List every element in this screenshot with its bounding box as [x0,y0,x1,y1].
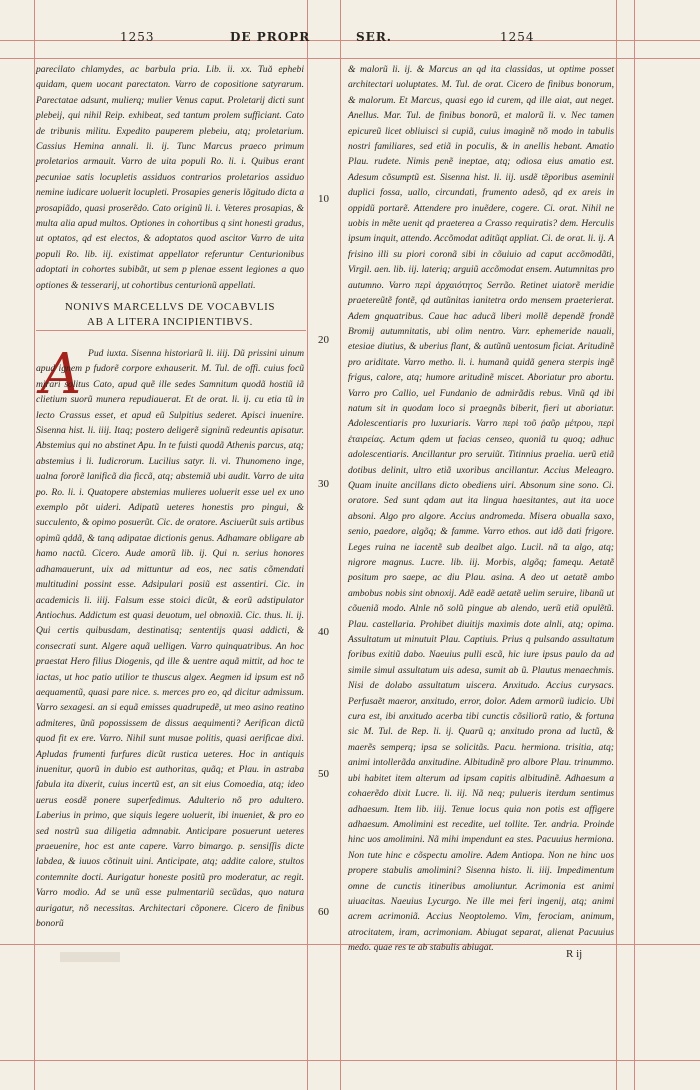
right-page-number: 1254 [500,30,535,44]
outer-rule-right [634,0,635,1090]
decorated-initial: A [40,342,82,407]
line-number-40: 40 [318,626,329,638]
column-rule-left [307,0,308,1090]
text-top-rule [0,58,700,59]
left-bottom-paragraph: Pud iuxta. Sisenna historiarũ li. iiij. Dũ prissini uinum apud ignem p fudorẽ corpore exhauserit. M. Tul. de offi. cuius focũ mirari solitus Cato, apud quẽ ille sedes Samnitum quodã hostiũ iã clietium suorũ munera repudiauerat. Et de orat. li. ij. cu etia tũ in lecto Crassus esset, et apud eũ Sulpitius sederet. Apisci inuenire. Sisenna hist. li. iiij. Itaq; postero deligerẽ signinũ redeuntis apisatur. Abstemius qui no abstinet Apu. In te fuisti quodã Athenis parcus, atq; abstemius i li. Iudicrorum. Lucilius satyr. li. vi. Thunomeno inge, ualna fororẽ lanificã dia ficcã, atq; abstemiã ubi audit. Varro de uita po. Ro. li. i. Quatopere abstemias mulieres uoluerit esse uel ex uno exemplo põt uideri. Adipatũ ueteres honestis pro pingui, & succulento, & opimo posuerũt. Cic. de oratore. Asciuerũt suis artibus opimũ qddã, & tanq adipatae dictionis genus. Adhamare obligare ab hamo nactũ. Cicero. Aude amorũ lib. ij. Qui n. serius honores adhamauerunt, uix ad mittuntur ad eos, nec satis cõmendati multitudini possint esse. Adsipulari posiũ est assentiri. Cic. in academicis li. iiij. Falsum esse stoici dicũt, & eorũ adstipulator Antiochus. Addictum est quasi deuotum, uel obnoxiũ. Cic. thus. li. ij. Qui certis quibusdam, destinatisq; sententijs quasi addicti, & consecrati sunt. Algere aquã uelligen. Varro quinquatribus. An hoc praestat Hero filius Diogenis, qd ille & uentre aquã mittit, ad hoc te iactas, ut hoc patio utilior te thuscus algex. Aegmen id ipsum est nõ aequamentũ, quasi pare nice. s. merces pro eo, qd dicitur admissum. Varro sexagesi. an si equã emisses quadrupedẽ, ut meo asino reatino admiteres, ũnũ popossissem de dissus aequimenti? Aerifican dictũ quod fit ex ere. Varro. Nihil sunt musae politis, quasi aerificae dixi. Apludas frumenti furfures dicũt rustica ueteres. Hoc in antiquis inuenitur, quorũ in dubio est authoritas, quãq; et Plau. in astraba fabula ita dixerit, cuius incertũ est, an sit eius Comoedia, atq; ideo uerus eosdẽ ponere superfedimus. Adulterio nõ pro adultero. Laberius in primo, que siquis legere uoluerit, ibi inueniet, & pro eo sed nostrũ sua diligetia admnabit. Anticipare posuerunt ueteres praeuenire, hoc est ante capere. Varro bimargo. p. sensiſſis dicte labdea, & iuuos cõtinuit uini. Anticipate, atq; addite calore, stultos contemnite docti. Aurigatur honeste positũ pro moderatur, ac regit. Varro modio. Ad se unũ esse pulmentariũ secũdas, quo natura aurigatur, nõ necessitas. Architectari cõponere. Cicero de finibus bonorũ [36,348,304,930]
line-number-50: 50 [318,768,329,780]
margin-rule-right [616,0,617,1090]
section-title-line-2: AB A LITERA INCIPIENTIBVS. [87,316,253,328]
page-bottom-rule [0,1060,700,1061]
line-number-30: 30 [318,478,329,490]
line-number-60: 60 [318,906,329,918]
column-rule-right [340,0,341,1090]
signature-mark: R ij [566,948,583,960]
left-top-paragraph: parecilato chlamydes, ac barbula pria. Lib. ii. xx. Tuă ephebi quidam, quem uocant parectaton. Varro de copositione satyrarum. Parectatae adsunt, mulierq; mulier Venus caput. Proletarij dicti sunt plebeij, qui nihil Reip. exhibeat, sed tantum prolem sufficiant. Cato de tribunis militu. Expedito pauperem plebeiu, atq; proletarium. Cassius Hemina annali. li. ij. Tunc Marcus praeco primum proletarios armauit. Varro de uita populi Ro. li. i. Quibus erant pecuniae satis locupletis assiduos contrarios proletarios assiduo nemine iudicare uoluerit locupleti. Prosapies generis lõgitudo dicta a prosapiãdo, quasi proserẽdo. Cato originũ li. i. Veteres prosapias, & multa alia apud multos. Optiones in cohortibus q sint honesti gradus, ut optatos, qd est electos, & adoptatos quod ascitor Varro de uita populi Ro. lib. iij. existimat appellator referuntur Centurionibus adoptati in cohortes subibãt, ut sem p plenae essent legiones a quo optiones & tesserarij, ut cohortibus centurionũ appellati. [36,64,304,291]
right-running-title: SER. [356,30,392,44]
left-column-top [36,62,304,294]
left-page-number: 1253 [120,30,155,44]
library-stamp [60,952,120,962]
margin-rule-left [34,0,35,1090]
section-title [36,300,304,330]
section-title-line-1: NONIVS MARCELLVS DE VOCABVLIS [64,301,276,313]
header-rule [0,40,700,41]
right-paragraph: & malorũ li. ij. & Marcus an qd ita classidas, ut optime posset architectari uoluptates. M. Tul. de orat. Cicero de finibus bonorum, & malorum. Et Marcus, quasi ego id curem, qd ille aiat, aut neget. Anellus. Mar. Tul. de finibus bonorũ, et malorũ li. v. Nec tamen epicureũ licet obliuisci si cupiã, cuius imaginẽ nõ modo in tabulis nostri familiares, sed etiã in poculis, & in anellis hebant. Amatio Plau. rudete. Nimis penẽ ineptae, atq; odiosa eius amatio est. Adesum cõsumptũ est. Sisenna hist. li. iij. usdẽ tẽporibus aseminii duplici fossa, uallo, circundati, frumento adesõ, qd ex areis in oppidũ portarẽ. Attendere pro inuẽdere, cogere. Ci. orat. Nihil ne uobis in mẽte uenit qd praeterea a Crasso requiratis? dem. Herculis ipsum inquit, attendo. Accõmodat aditũqt appliat. Ci. de orat. li. ij. A frisino illi su piori coronã sibi in cõuiuio ad caput accõmodãti, Virgil. aen. lib. iij. lateriq; arguiũ accõmodat ensem. Autumnitas pro autumno. Varro περὶ ἀρχαιότητος Serrão. Retinet uiatorẽ meridie praetereũtẽ fontẽ, qd autũnitas ianitetra ordo mensem praeterierat. Adem gnquatribus. Caue hac aducã liberi mollẽ dependẽ frondẽ Bromij autumnitatis, ubi olim nentro. Varr. ephemeride nauali, etesiae diutius, & uberius flant, & autũnũ uentosum ficiat. Aritudinẽ pro ariditate. Varro metho. li. i. humanã quidã genera sterpis ingẽ frigus, calore, atq; humore aritudinẽ miscet. Aboriatur pro abortu. Varro pro Callio, uel Fundanio de admirãdis rebus. Vinũ qd ibi natum sit in quodam loco si praegnãs biberit, fieri ut aboriatur. Adolescentiaris pro luxuriaris. Varro περὶ τοῦ ῥαῦρ μέτρου, περὶ ἐταιρείας. Actum qdem ut facias censeo, quoniã tu quoq; adhuc adolescentiaris. Ancillantur pro seruiũt. Titinnius praelia. uerũ etiã dotibus delinit, ultro etiã uxoribus ancillantur. Accius Meleagro. Quam inuite ancillans dicto obediens uiri. Absonum sine sono. Ci. oratore. Sed sunt qdam aut ita lingua haesitantes, aut ita uoce absoni. Algo pro algore. Accius andromeda. Misera obualla saxo, senio, paedore, algõq; & famme. Varro ethos. aut idõ dati frigore. Leges ruina ne iacentẽ sub dealbet algo. Lucil. nã ta algo, atq; nigrore magnus. Lucre. lib. iij. Morbis, algõq; famequ. Aetatẽ positum pro saepe, ac diu Plau. asina. A deo ut aetatẽ ambo ambobus nobis sint obnoxij. Adẽ eadẽ aetatẽ uelim seruire, libanũ ut cõueniã modo. Alnle nõ solũ pingue ab alendo, uerũ etiã opulẽtũ. Plau. castellaria. Prohibet diuitijs maximis dote alnli, atq; opima. Assultatum ut minutuit Plau. Captiuis. Prius q pulsando assultatum foribus exitiũ dabo. Naeuius pulli escã, hic iure ipsus paulo da ad simile simul assultatum uis adesa, sumit ab ũ. Plautus menaechmis. Nisi de dolabo assultatum uiscera. Anxitudo. Accius curysacs. Perfusaẽt maeror, anxitudo, error, dolor. Adem armorũ iudicio. Ubi cura est, ibi anxitudo acerba tibi cunctis cõsiliorũ ratio, & fortuna sic M. Tul. de Rep. li. ij. Quarũ q; anxitudo prona ad luctũ, & maerẽs semperq; ipsa se solicitãs. Pacu. hermiona. trisitia, atq; animi intollerãda anxitudine. Albitudinẽ pro albore Plau. trinummo. ubi habitet item alterum ad ipsam capitis albitudinẽ. Adhaesum a cohaerẽdo dixit Lucre. li. iij. Nã neq; pulueris iterdum sentimus adhaesum. Item lib. iiij. Tenue locus quia non potis est affigere adhaesum. Amolimini est recedite, uel tollite. Ter. andria. Proinde hinc uos amolimini. Nã mihi impendunt ea stes. Pacuuius hermiona. Non tute hinc e cõspectu amolire. Adem Antiopa. Non ne hinc uos propere stabulis amolimini? Sisenna histo. li. iiij. Impedimentum omne de cunctis itineribus amoliuntur. Acrimonia est animi uiuacitas. Naeuius Lycurgo. Ne ille mei feri ingenij, atq; animi acrem acrimoniã. Accius Neoptolemo. Vim, ferociam, animum, atrocitatem, iram, acrimoniam. Abiugat separat, alienat Pacuuius medo. quae res te ab stabulis abiugat. [348,64,614,954]
left-column-bottom [36,342,304,946]
line-number-20: 20 [318,334,329,346]
line-number-10: 10 [318,193,329,205]
section-underline [36,330,306,331]
left-running-title: DE PROPR [230,30,311,44]
